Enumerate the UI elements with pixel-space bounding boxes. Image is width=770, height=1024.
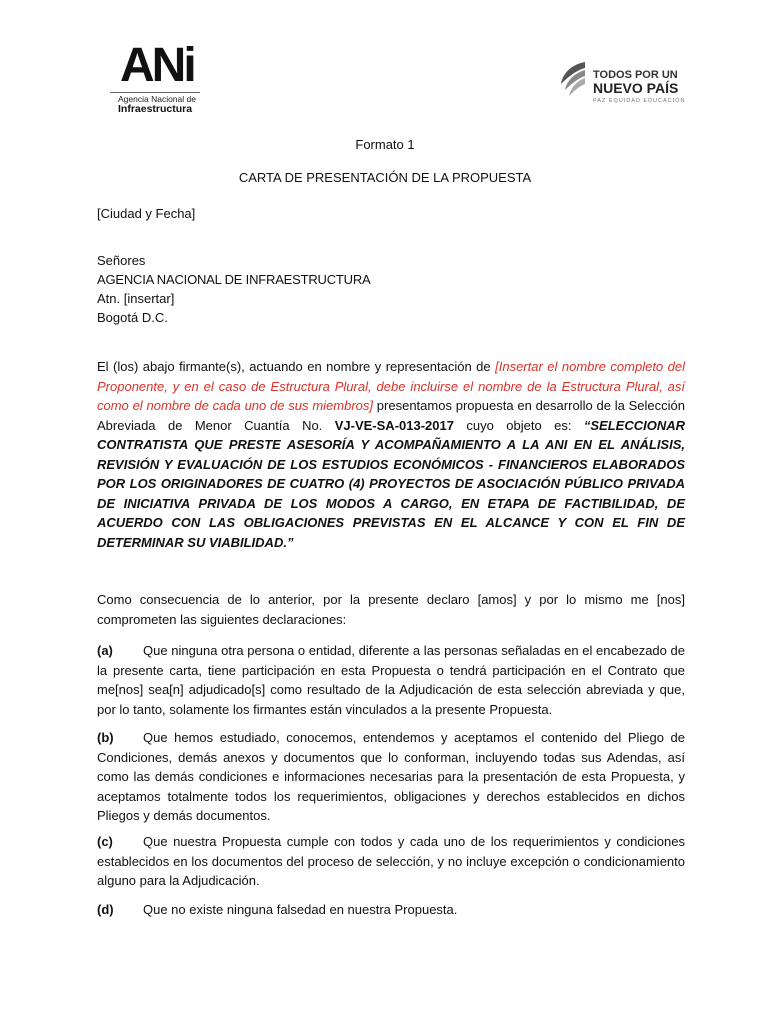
gov-logo-line2: NUEVO PAÍS (593, 80, 679, 96)
gov-logo-line1: TODOS POR UN (593, 69, 678, 81)
main-paragraph (97, 357, 685, 552)
declaration-label: (b) (97, 730, 114, 745)
declaration-label: (d) (97, 902, 114, 917)
paragraph-text-2: presentamos propuesta en desarrollo de la Selección Abreviada de Menor Cuantía No. (97, 398, 685, 433)
ani-logo-mark: ANi (120, 39, 194, 92)
paragraph-text-1: El (los) abajo firmante(s), actuando en nombre y representación de (97, 359, 496, 374)
document-title: CARTA DE PRESENTACIÓN DE LA PROPUESTA (238, 170, 532, 185)
form-number: Formato 1 (355, 137, 415, 152)
logo-divider (110, 92, 200, 93)
declaration-text: Que nuestra Propuesta cumple con todos y cada uno de los requerimientos y condiciones establecidos en los documentos del proceso de selección, y no incluye excepción o condicionamiento alguno para la Adjudicación. (97, 834, 685, 888)
declaration-text: Que hemos estudiado, conocemos, entendemos y aceptamos el contenido del Pliego de Condiciones, demás anexos y documentos que lo conforman, incluyendo todas sus Adendas, así como las demás condiciones e informaciones necesarias para la presentación de esta Propuesta, y aceptamos totalmente todos los requerimientos, obligaciones y derechos establecidos en dichos Pliegos y demás documentos. (97, 730, 685, 823)
declaration-item (97, 832, 685, 891)
ani-logo-line1: Agencia Nacional de (118, 94, 196, 104)
addressee-block (97, 251, 685, 327)
declaration-text: Que ninguna otra persona o entidad, diferente a las personas señaladas en el encabezado de la presente carta, tiene participación en esta Propuesta o tendrá participación en el Contrato que me[nos] sea[n] adjudicado[s] como resultado de la Adjudicación de esta selección abreviada y que, por lo tanto, solamente los firmantes están vinculados a la presente Propuesta. (97, 643, 685, 717)
declaration-item (97, 900, 685, 920)
flag-emblem-icon (555, 58, 591, 106)
agency-name: AGENCIA NACIONAL DE INFRAESTRUCTURA (97, 272, 371, 287)
salutation: Señores (97, 253, 146, 268)
declaration-label: (a) (97, 643, 113, 658)
declaration-text: Que no existe ninguna falsedad en nuestra Propuesta. (143, 902, 458, 917)
attention-line: Atn. [insertar] (97, 291, 175, 306)
gov-logo-line3: PAZ EQUIDAD EDUCACIÓN (593, 98, 686, 104)
consequence-paragraph: Como consecuencia de lo anterior, por la presente declaro [amos] y por lo mismo me [nos] comprometen las siguientes declaraciones: (97, 592, 685, 627)
proponent-placeholder: [Insertar el nombre completo del Proponente, y en el caso de Estructura Plural, debe incluirse el nombre de la Estructura Plural, así como el nombre de cada uno de sus miembros] (97, 359, 685, 413)
city-date-placeholder: [Ciudad y Fecha] (97, 206, 196, 221)
paragraph-text-3: cuyo objeto es: (453, 417, 584, 433)
process-code: VJ-VE-SA-013-2017 (334, 417, 454, 433)
city-line: Bogotá D.C. (97, 310, 168, 325)
declaration-label: (c) (97, 834, 113, 849)
gov-logo (555, 58, 686, 106)
declaration-item (97, 728, 685, 826)
contract-object: “SELECCIONAR CONTRATISTA QUE PRESTE ASESORÍA Y ACOMPAÑAMIENTO A LA ANI EN EL ANÁLISIS, REVISIÓN Y EVALUACIÓN DE LOS ESTUDIOS ECONÓMICOS - FINANCIEROS ELABORADOS POR LOS ORIGINADORES DE CUATRO (4) PROYECTOS DE ASOCIACIÓN PÚBLICO PRIVADA DE INICIATIVA PRIVADA DE LOS MODOS A CARGO, EN ETAPA DE FACTIBILIDAD, DE ACUERDO CON LAS OBLIGACIONES PREVISTAS EN EL ALCANCE Y CON EL FIN DE DETERMINAR SU VIABILIDAD.” (97, 417, 686, 550)
ani-logo-line2: Infraestructura (118, 103, 193, 115)
ani-logo (110, 39, 200, 115)
declaration-item (97, 641, 685, 719)
